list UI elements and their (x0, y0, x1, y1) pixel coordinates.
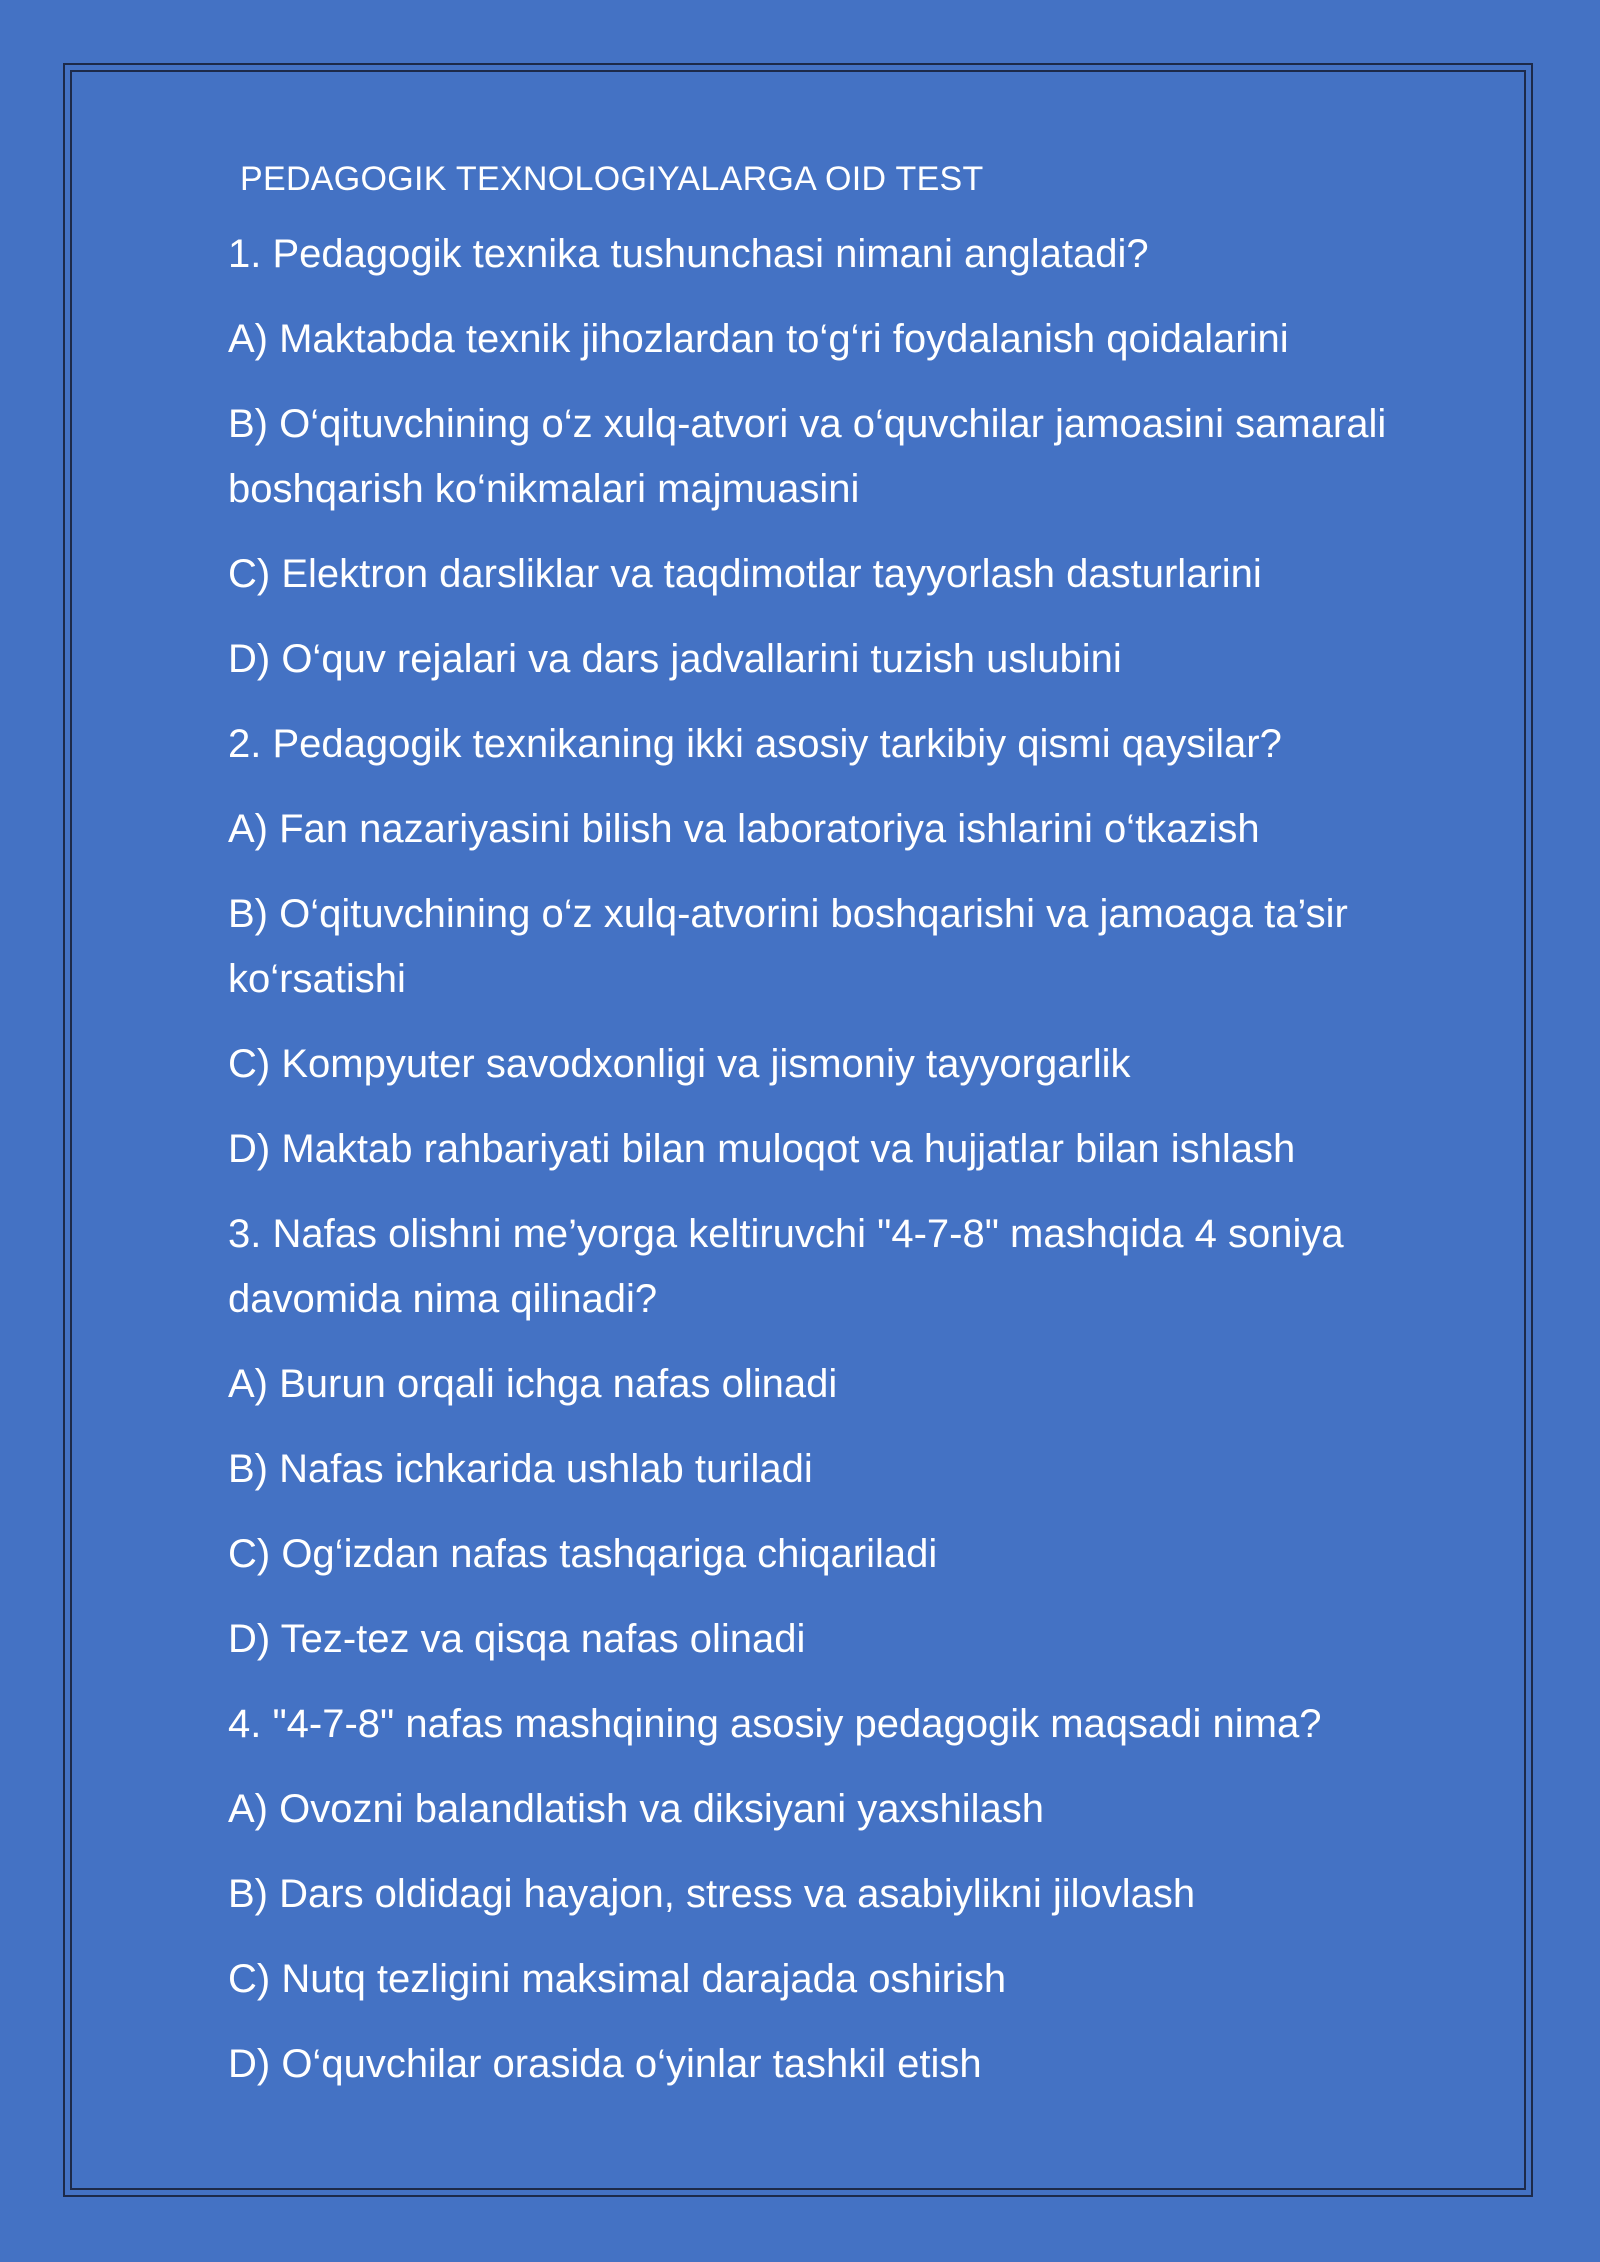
question-text: 2. Pedagogik texnikaning ikki asosiy tarkibiy qismi qaysilar? (228, 722, 1282, 766)
answer-option-a: A) Burun orqali ichga nafas olinadi (228, 1362, 838, 1406)
answer-option-b: B) Dars oldidagi hayajon, stress va asabiylikni jilovlash (228, 1872, 1196, 1916)
answer-option-b: B) O‘qituvchining o‘z xulq-atvori va o‘quvchilar jamoasini samarali boshqarish ko‘nikmalari majmuasini (228, 402, 1398, 511)
answer-option-a: A) Fan nazariyasini bilish va laboratoriya ishlarini o‘tkazish (228, 807, 1260, 851)
answer-option-d: D) Maktab rahbariyati bilan muloqot va hujjatlar bilan ishlash (228, 1127, 1296, 1171)
question-text: 4. "4-7-8" nafas mashqining asosiy pedagogik maqsadi nima? (228, 1702, 1322, 1746)
answer-option-d: D) O‘quvchilar orasida o‘yinlar tashkil etish (228, 2042, 982, 2086)
question-2 (228, 712, 1488, 1182)
document-body (228, 154, 1488, 2117)
answer-option-d: D) O‘quv rejalari va dars jadvallarini tuzish uslubini (228, 637, 1122, 681)
question-text: 3. Nafas olishni me’yorga keltiruvchi "4-7-8" mashqida 4 soniya davomida nima qilinadi? (228, 1212, 1355, 1321)
answer-option-a: A) Ovozni balandlatish va diksiyani yaxshilash (228, 1787, 1044, 1831)
answer-option-b: B) Nafas ichkarida ushlab turiladi (228, 1447, 813, 1491)
question-text: 1. Pedagogik texnika tushunchasi nimani anglatadi? (228, 232, 1149, 276)
answer-option-c: C) Og‘izdan nafas tashqariga chiqariladi (228, 1532, 938, 1576)
question-3 (228, 1202, 1488, 1672)
answer-option-d: D) Tez-tez va qisqa nafas olinadi (228, 1617, 806, 1661)
question-1 (228, 222, 1488, 692)
answer-option-c: C) Nutq tezligini maksimal darajada oshirish (228, 1957, 1007, 2001)
answer-option-b: B) O‘qituvchining o‘z xulq-atvorini boshqarishi va jamoaga ta’sir ko‘rsatishi (228, 892, 1359, 1001)
question-4 (228, 1692, 1488, 2097)
answer-option-c: C) Kompyuter savodxonligi va jismoniy tayyorgarlik (228, 1042, 1131, 1086)
answer-option-a: A) Maktabda texnik jihozlardan to‘g‘ri foydalanish qoidalarini (228, 317, 1289, 361)
document-title: PEDAGOGIK TEXNOLOGIYALARGA OID TEST (240, 160, 984, 198)
answer-option-c: C) Elektron darsliklar va taqdimotlar tayyorlash dasturlarini (228, 552, 1262, 596)
